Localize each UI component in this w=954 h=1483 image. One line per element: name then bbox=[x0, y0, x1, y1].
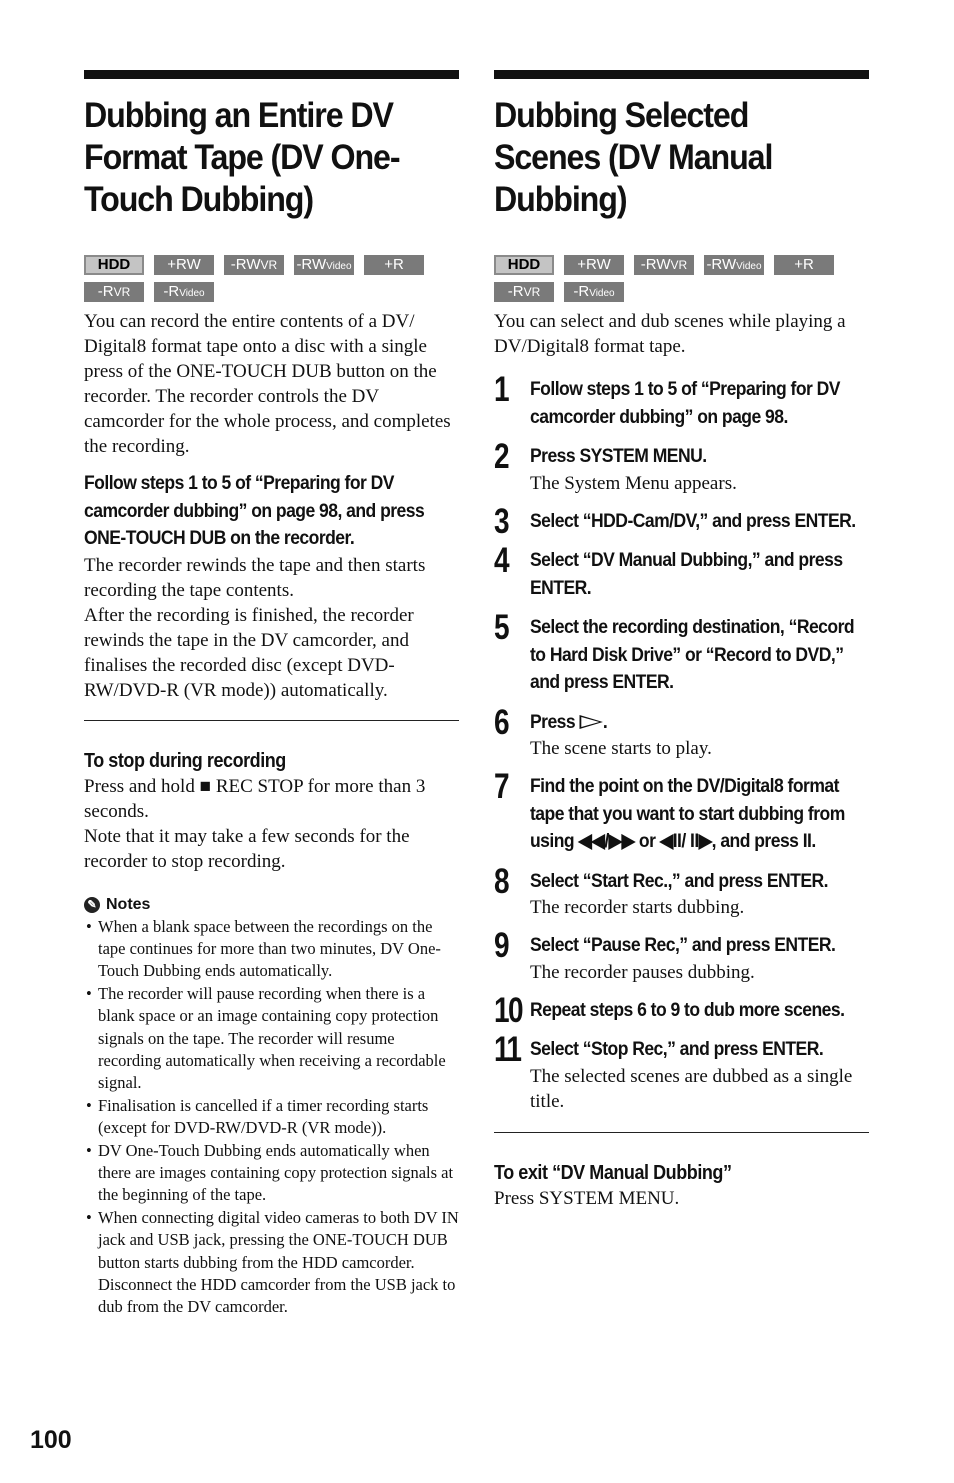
divider bbox=[494, 1132, 869, 1133]
title-line: Format Tape (DV One- bbox=[84, 138, 400, 177]
left-instruction: Follow steps 1 to 5 of “Preparing for DV camcorder dubbing” on page 98, and press ONE-TOUCH DUB on the recorder. bbox=[84, 472, 425, 549]
badge-rw-video: -RWVideo bbox=[294, 255, 354, 275]
step-instruction: Select the recording destination, “Record to Hard Disk Drive” or “Record to DVD,” and press ENTER. bbox=[530, 616, 855, 693]
step bbox=[494, 541, 869, 602]
note-item: • When a blank space between the recordings on the tape continues for more than two minutes, DV One-Touch Dubbing ends automatically. bbox=[84, 916, 459, 983]
badge-r-video: -RVideo bbox=[564, 282, 624, 302]
step-result: The recorder starts dubbing. bbox=[530, 897, 745, 918]
section-rule-top bbox=[494, 70, 869, 79]
step-number: 11 bbox=[494, 1030, 521, 1069]
title-line: Dubbing an Entire DV bbox=[84, 96, 393, 135]
left-result-1: The recorder rewinds the tape and then starts recording the tape contents. bbox=[84, 554, 426, 601]
step-number: 7 bbox=[494, 767, 508, 806]
step-number: 2 bbox=[494, 437, 508, 476]
exit-text: Press SYSTEM MENU. bbox=[494, 1187, 680, 1209]
title-line: Dubbing Selected bbox=[494, 96, 749, 135]
step bbox=[494, 608, 869, 697]
note-item: • DV One-Touch Dubbing ends automatically when there are images containing copy protection signals at the beginning of the tape. bbox=[84, 1140, 459, 1207]
step-number: 6 bbox=[494, 702, 508, 742]
step-instruction: Select “Stop Rec,” and press ENTER. bbox=[530, 1038, 824, 1060]
badge-r-vr: -RVR bbox=[494, 282, 554, 302]
exit-heading: To exit “DV Manual Dubbing” bbox=[494, 1161, 732, 1184]
step-result: The System Menu appears. bbox=[530, 472, 737, 494]
step-number: 5 bbox=[494, 608, 508, 647]
right-section-title bbox=[494, 95, 871, 221]
stop-heading: To stop during recording bbox=[84, 749, 286, 772]
badge-plus-r: +R bbox=[774, 255, 834, 275]
left-result-2: After the recording is finished, the recorder rewinds the tape in the DV camcorder, and finalises the recorded disc (except DVD-RW/DVD-R (VR mode)) automatically. bbox=[84, 604, 414, 701]
step bbox=[494, 501, 869, 541]
step-instruction: Select “DV Manual Dubbing,” and press ENTER. bbox=[530, 549, 843, 599]
badge-plus-rw: +RW bbox=[564, 255, 624, 275]
note-item: • Finalisation is cancelled if a timer recording starts (except for DVD-RW/DVD-R (VR mode)). bbox=[84, 1095, 459, 1140]
left-intro: You can record the entire contents of a DV/ Digital8 format tape onto a disc with a single press of the ONE-TOUCH DUB button on the recorder. The recorder controls the DV camcorder for the whole process, and completes the recording. bbox=[84, 311, 451, 457]
step-instruction: Select “Start Rec.,” and press ENTER. bbox=[530, 869, 828, 892]
step-number: 8 bbox=[494, 861, 508, 901]
step-result: The recorder pauses dubbing. bbox=[530, 961, 755, 983]
right-column bbox=[494, 70, 869, 1211]
title-line: Dubbing) bbox=[494, 180, 627, 219]
step bbox=[494, 1030, 869, 1114]
notes-heading: ✎ Notes bbox=[84, 894, 459, 916]
badge-r-video: -RVideo bbox=[154, 282, 214, 302]
step bbox=[494, 767, 869, 856]
step-instruction: Find the point on the DV/Digital8 format tape that you want to start dubbing from using ◀◀/▶▶ or ◀II/ II▶, and press II. bbox=[530, 775, 845, 852]
disc-type-badges bbox=[494, 255, 869, 302]
notes-list bbox=[84, 916, 459, 1319]
step bbox=[494, 926, 869, 985]
disc-type-badges bbox=[84, 255, 459, 302]
title-line: Touch Dubbing) bbox=[84, 180, 313, 219]
divider bbox=[84, 720, 459, 721]
badge-hdd: HDD bbox=[494, 255, 554, 275]
play-icon bbox=[579, 715, 602, 729]
badge-hdd: HDD bbox=[84, 255, 144, 275]
left-section-title bbox=[84, 95, 461, 221]
step-instruction: Press . bbox=[530, 710, 608, 733]
note-item: • When connecting digital video cameras to both DV IN jack and USB jack, pressing the ONE-TOUCH DUB button starts dubbing from the HDD camcorder. Disconnect the HDD camcorder from the USB jack to dub from the DV camcorder. bbox=[84, 1207, 459, 1319]
stop-square-icon: ■ bbox=[199, 775, 212, 797]
step-result: The selected scenes are dubbed as a single title. bbox=[530, 1065, 853, 1112]
notes-icon: ✎ bbox=[84, 897, 100, 913]
step-number: 10 bbox=[494, 990, 522, 1030]
stop-note: Note that it may take a few seconds for the recorder to stop recording. bbox=[84, 825, 410, 872]
badge-r-vr: -RVR bbox=[84, 282, 144, 302]
stop-text: Press and hold ■ REC STOP for more than 3 seconds. bbox=[84, 775, 426, 822]
badge-plus-rw: +RW bbox=[154, 255, 214, 275]
badge-plus-r: +R bbox=[364, 255, 424, 275]
step-number: 1 bbox=[494, 370, 508, 409]
badge-rw-vr: -RWVR bbox=[224, 255, 284, 275]
step-instruction: Select “HDD-Cam/DV,” and press ENTER. bbox=[530, 509, 856, 532]
step-instruction: Follow steps 1 to 5 of “Preparing for DV camcorder dubbing” on page 98. bbox=[530, 378, 840, 428]
step-instruction: Select “Pause Rec,” and press ENTER. bbox=[530, 934, 836, 956]
step-result: The scene starts to play. bbox=[530, 738, 712, 759]
step-number: 4 bbox=[494, 541, 508, 580]
right-intro: You can select and dub scenes while playing a DV/Digital8 format tape. bbox=[494, 311, 846, 357]
step-number: 3 bbox=[494, 501, 508, 541]
left-column bbox=[84, 70, 459, 1319]
page-number: 100 bbox=[30, 1426, 72, 1454]
note-item: • The recorder will pause recording when there is a blank space or an image containing copy protection signals on the tape. The recorder will resume recording automatically when receiving a recordable signal. bbox=[84, 983, 459, 1095]
step bbox=[494, 861, 869, 921]
step-instruction: Repeat steps 6 to 9 to dub more scenes. bbox=[530, 998, 845, 1021]
steps-list bbox=[494, 370, 869, 1114]
badge-rw-video: -RWVideo bbox=[704, 255, 764, 275]
step bbox=[494, 370, 869, 431]
step bbox=[494, 990, 869, 1030]
section-rule-top bbox=[84, 70, 459, 79]
step bbox=[494, 437, 869, 496]
step-number: 9 bbox=[494, 926, 508, 965]
step-instruction: Press SYSTEM MENU. bbox=[530, 445, 707, 467]
title-line: Scenes (DV Manual bbox=[494, 138, 773, 177]
step bbox=[494, 702, 869, 762]
badge-rw-vr: -RWVR bbox=[634, 255, 694, 275]
